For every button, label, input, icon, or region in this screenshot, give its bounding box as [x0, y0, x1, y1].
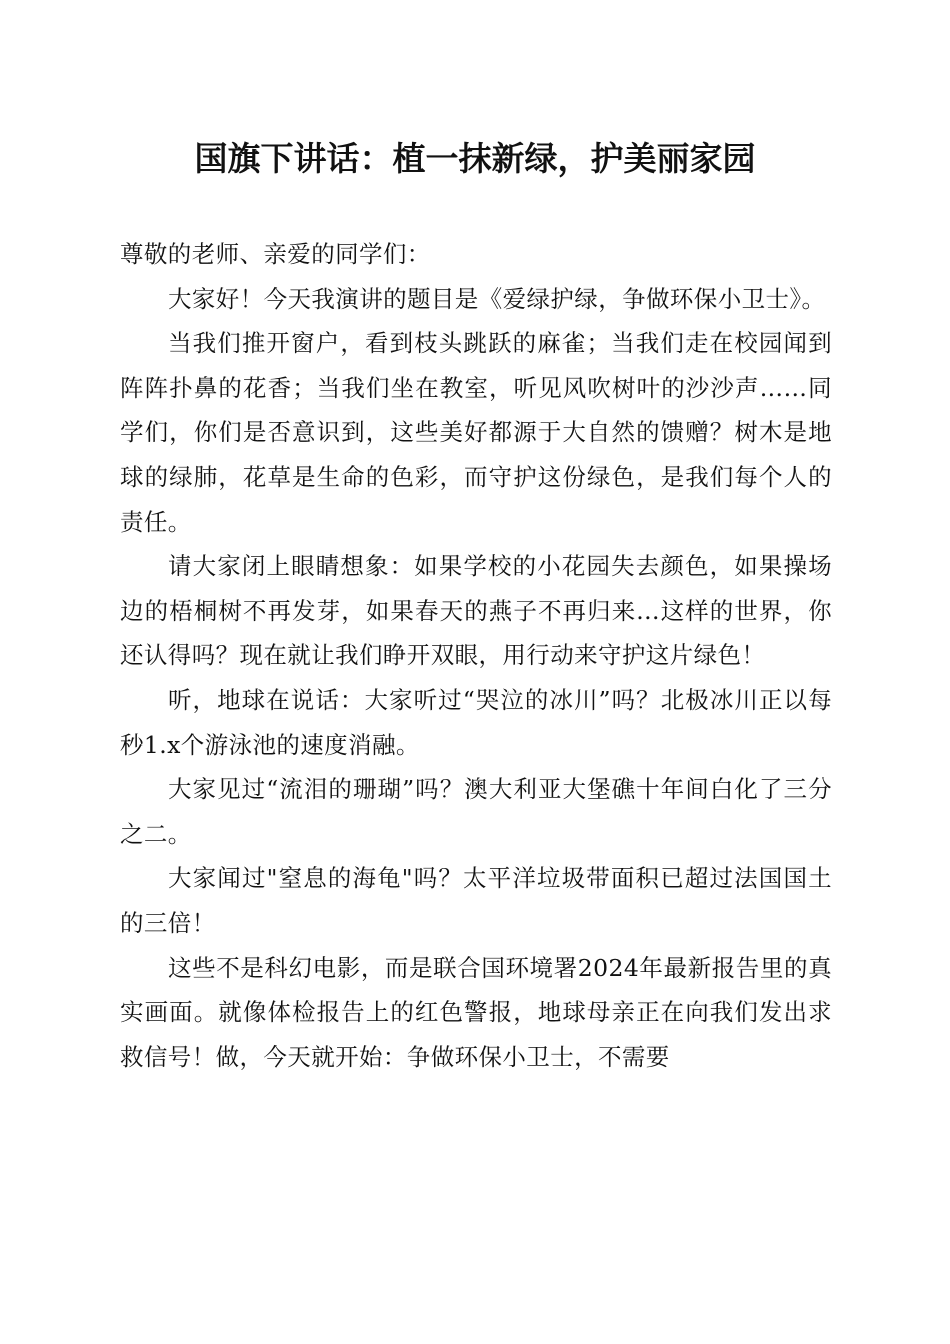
paragraph: 这些不是科幻电影，而是联合国环境署2024年最新报告里的真实画面。就像体检报告上的红色警报，地球母亲正在向我们发出求救信号！做，今天就开始：争做环保小卫士，不需要 [120, 953, 832, 1071]
salutation: 尊敬的老师、亲爱的同学们： [120, 240, 431, 268]
speech-body [120, 232, 832, 1079]
paragraph: 大家闻过"窒息的海龟"吗？太平洋垃圾带面积已超过法国国土的三倍！ [120, 864, 832, 937]
paragraph: 听，地球在说话：大家听过“哭泣的冰川”吗？北极冰川正以每秒1.x个游泳池的速度消融。 [120, 685, 832, 759]
paragraph: 请大家闭上眼睛想象：如果学校的小花园失去颜色，如果操场边的梧桐树不再发芽，如果春天的燕子不再归来...这样的世界，你还认得吗？现在就让我们睁开双眼，用行动来守护这片绿色！ [120, 552, 832, 670]
paragraph: 当我们推开窗户，看到枝头跳跃的麻雀；当我们走在校园闻到阵阵扑鼻的花香；当我们坐在教室，听见风吹树叶的沙沙声……同学们，你们是否意识到，这些美好都源于大自然的馈赠？树木是地球的绿肺，花草是生命的色彩，而守护这份绿色，是我们每个人的责任。 [120, 329, 832, 536]
paragraph: 大家好！今天我演讲的题目是《爱绿护绿，争做环保小卫士》。 [168, 284, 826, 313]
paragraph: 大家见过“流泪的珊瑚”吗？澳大利亚大堡礁十年间白化了三分之二。 [120, 775, 832, 848]
page-title: 国旗下讲话：植一抹新绿，护美丽家园 [194, 139, 756, 178]
